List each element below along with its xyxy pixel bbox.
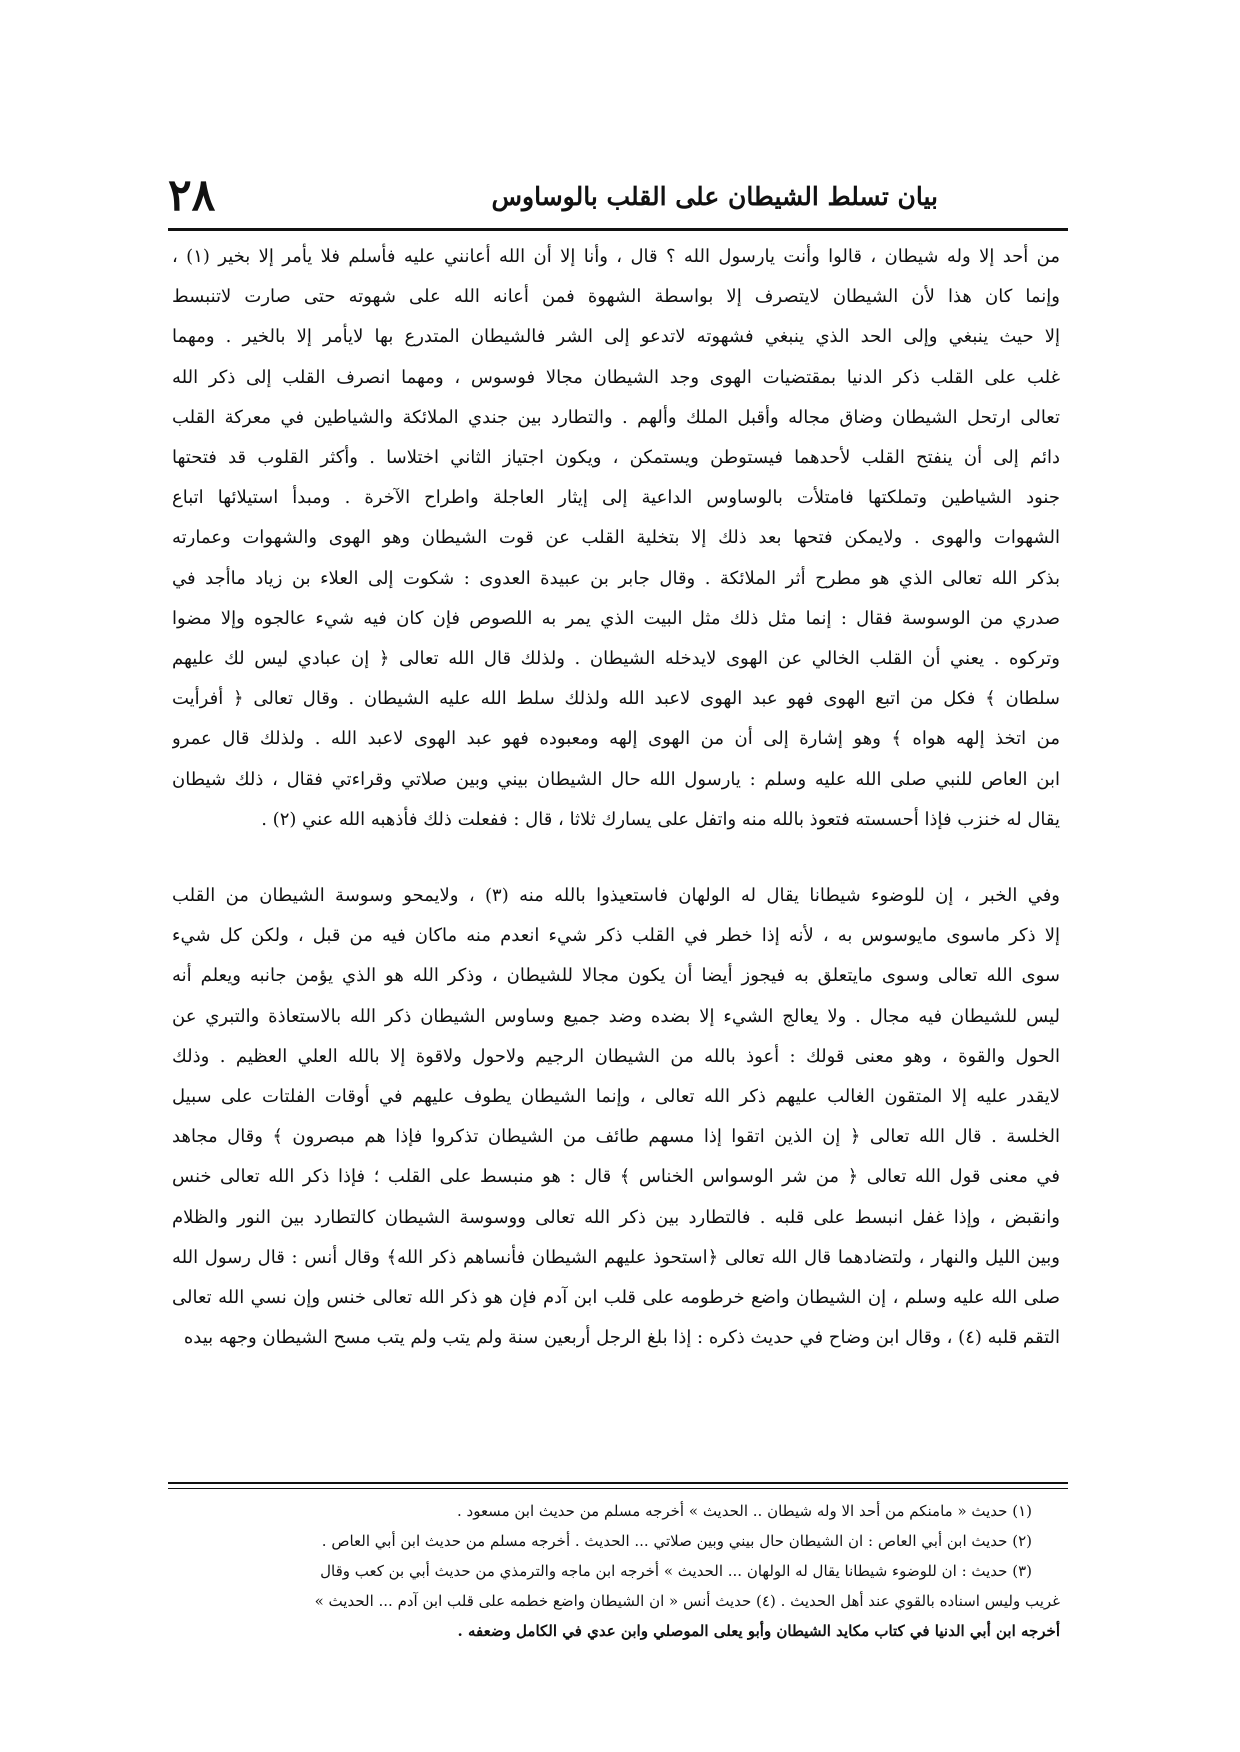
text-line: الشهوات والهوى . ولايمكن فتحها بعد ذلك إلا بتخلية القلب عن قوت الشيطان وهو الهوى والشهوات وعمارته: [172, 527, 1060, 549]
footnote-separator: [168, 1482, 1068, 1484]
text-line: وانقبض ، وإذا غفل انبسط على قلبه . فالتطارد بين ذكر الله تعالى ووسوسة الشيطان كالتطارد بين النور والظلام: [172, 1206, 1060, 1228]
footnote-line: (٣) حديث : ان للوضوء شيطانا يقال له الولهان ... الحديث » أخرجه ابن ماجه والترمذي من حديث أبي بن كعب وقال: [320, 1562, 1032, 1580]
text-line: إلا ذكر ماسوى مايوسوس به ، لأنه إذا خطر في القلب ذكر شيء انعدم منه ماكان فيه من قبل ، ولكن كل شيء: [172, 925, 1060, 947]
text-line: إلا حيث ينبغي وإلى الحد الذي ينبغي فشهوته لاتدعو إلى الشر فالشيطان المتدرع بها لايأمر إلا بالخير . ومهما: [172, 326, 1060, 348]
text-line: وفي الخبر ، إن للوضوء شيطانا يقال له الولهان فاستعيذوا بالله منه (٣) ، ولايمحو وسوسة الشيطان من القلب: [172, 885, 1060, 906]
text-line: الحول والقوة ، وهو معنى قولك : أعوذ بالله من الشيطان الرجيم ولاحول ولاقوة إلا بالله العلي العظيم . وذلك: [172, 1045, 1060, 1067]
text-line: وبين الليل والنهار ، ولتضادهما قال الله تعالى ﴿استحوذ عليهم الشيطان فأنساهم ذكر الله﴾ وقال أنس : قال رسول الله: [172, 1246, 1060, 1268]
text-line: سوى الله تعالى وسوى مايتعلق به فيجوز أيضا أن يكون مجالا للشيطان ، وذكر الله هو الذي يؤمن جانبه ويعلم أنه: [172, 965, 1060, 987]
text-line: وإنما كان هذا لأن الشيطان لايتصرف إلا بواسطة الشهوة فمن أعانه الله على شهوته حتى صارت لاتنبسط: [172, 286, 1060, 308]
text-line: ابن العاص للنبي صلى الله عليه وسلم : يارسول الله حال الشيطان بيني وبين صلاتي وقراءتي فقال ، ذلك شيطان: [172, 768, 1060, 790]
footnote-line: غريب وليس اسناده بالقوي عند أهل الحديث . (٤) حديث أنس « ان الشيطان واضع خطمه على قلب ابن آدم ... الحديث »: [314, 1592, 1060, 1610]
text-line: من اتخذ إلهه هواه ﴾ وهو إشارة إلى أن من الهوى إلهه ومعبوده فهو عبد الهوى لاعبد الله . ولذلك قال عمرو: [172, 728, 1060, 750]
text-line: يقال له خنزب فإذا أحسسته فتعوذ بالله منه واتفل على يسارك ثلاثا ، قال : ففعلت ذلك فأذهبه الله عني (٢) .: [261, 808, 1060, 830]
text-line: غلب على القلب ذكر الدنيا بمقتضيات الهوى وجد الشيطان مجالا فوسوس ، ومهما انصرف القلب إلى ذكر الله: [172, 366, 1060, 388]
page-header: [168, 168, 1068, 232]
text-line: التقم قلبه (٤) ، وقال ابن وضاح في حديث ذكره : إذا بلغ الرجل أربعين سنة ولم يتب ولم يتب مسح الشيطان وجهه بيده: [183, 1327, 1060, 1349]
footnote-line: (١) حديث « مامنكم من أحد الا وله شيطان .. الحديث » أخرجه مسلم من حديث ابن مسعود .: [456, 1502, 1032, 1520]
footnote-separator-thin: [168, 1488, 1068, 1489]
footnote-line: أخرجه ابن أبي الدنيا في كتاب مكايد الشيطان وأبو يعلى الموصلي وابن عدي في الكامل وضعفه .: [457, 1622, 1060, 1640]
text-line: دائم إلى أن ينفتح القلب لأحدهما فيستوطن ويستمكن ، ويكون اجتياز الثاني اختلاسا . وأكثر القلوب قد فتحتها: [172, 447, 1060, 468]
text-line: سلطان ﴾ فكل من اتبع الهوى فهو عبد الهوى لاعبد الله ولذلك سلط الله عليه الشيطان . وقال تعالى ﴿ أفرأيت: [172, 688, 1060, 710]
text-line: من أحد إلا وله شيطان ، قالوا وأنت يارسول الله ؟ قال ، وأنا إلا أن الله أعانني عليه فأسلم فلا يأمر إلا بخير (١) ،: [172, 246, 1060, 267]
text-line: تعالى ارتحل الشيطان وضاق مجاله وأقبل الملك وألهم . والتطارد بين جندي الملائكة والشياطين في معركة القلب: [172, 406, 1060, 428]
text-line: وتركوه . يعني أن القلب الخالي عن الهوى لايدخله الشيطان . ولذلك قال الله تعالى ﴿ إن عبادي ليس لك عليهم: [172, 648, 1060, 669]
text-line: صدري من الوسوسة فقال : إنما مثل ذلك مثل البيت الذي يمر به اللصوص فإن كان فيه شيء عالجوه وإلا مضوا: [172, 607, 1060, 629]
text-line: ليس للشيطان فيه مجال . ولا يعالج الشيء إلا بضده وضد جميع وساوس الشيطان ذكر الله بالاستعاذة والتبري عن: [172, 1005, 1060, 1027]
page-number: ٢٨: [168, 170, 216, 221]
text-line: صلى الله عليه وسلم ، إن الشيطان واضع خرطومه على قلب ابن آدم فإن هو ذكر الله تعالى خنس وإن نسي الله تعالى: [172, 1287, 1060, 1308]
text-line: جنود الشياطين وتملكتها فامتلأت بالوساوس الداعية إلى إيثار العاجلة واطراح الآخرة . ومبدأ استيلائها اتباع: [172, 487, 1060, 509]
running-title: بيان تسلط الشيطان على القلب بالوساوس: [491, 182, 938, 211]
text-line: بذكر الله تعالى الذي هو مطرح أثر الملائكة . وقال جابر بن عبيدة العدوى : شكوت إلى العلاء بن زياد ماأجد في: [172, 567, 1060, 589]
text-line: الخلسة . قال الله تعالى ﴿ إن الذين اتقوا إذا مسهم طائف من الشيطان تذكروا فإذا هم مبصرون ﴾ وقال مجاهد: [172, 1126, 1060, 1148]
text-line: لايقدر عليه إلا المتقون الغالب عليهم ذكر الله تعالى ، وإنما الشيطان يطوف عليهم في أوقات الفلتات على سبيل: [172, 1086, 1060, 1107]
header-rule: [168, 228, 1068, 231]
footnote-line: (٢) حديث ابن أبي العاص : ان الشيطان حال بيني وبين صلاتي ... الحديث . أخرجه مسلم من حديث ابن أبي العاص .: [321, 1532, 1032, 1550]
text-line: في معنى قول الله تعالى ﴿ من شر الوسواس الخناس ﴾ قال : هو منبسط على القلب ؛ فإذا ذكر الله تعالى خنس: [172, 1166, 1060, 1188]
